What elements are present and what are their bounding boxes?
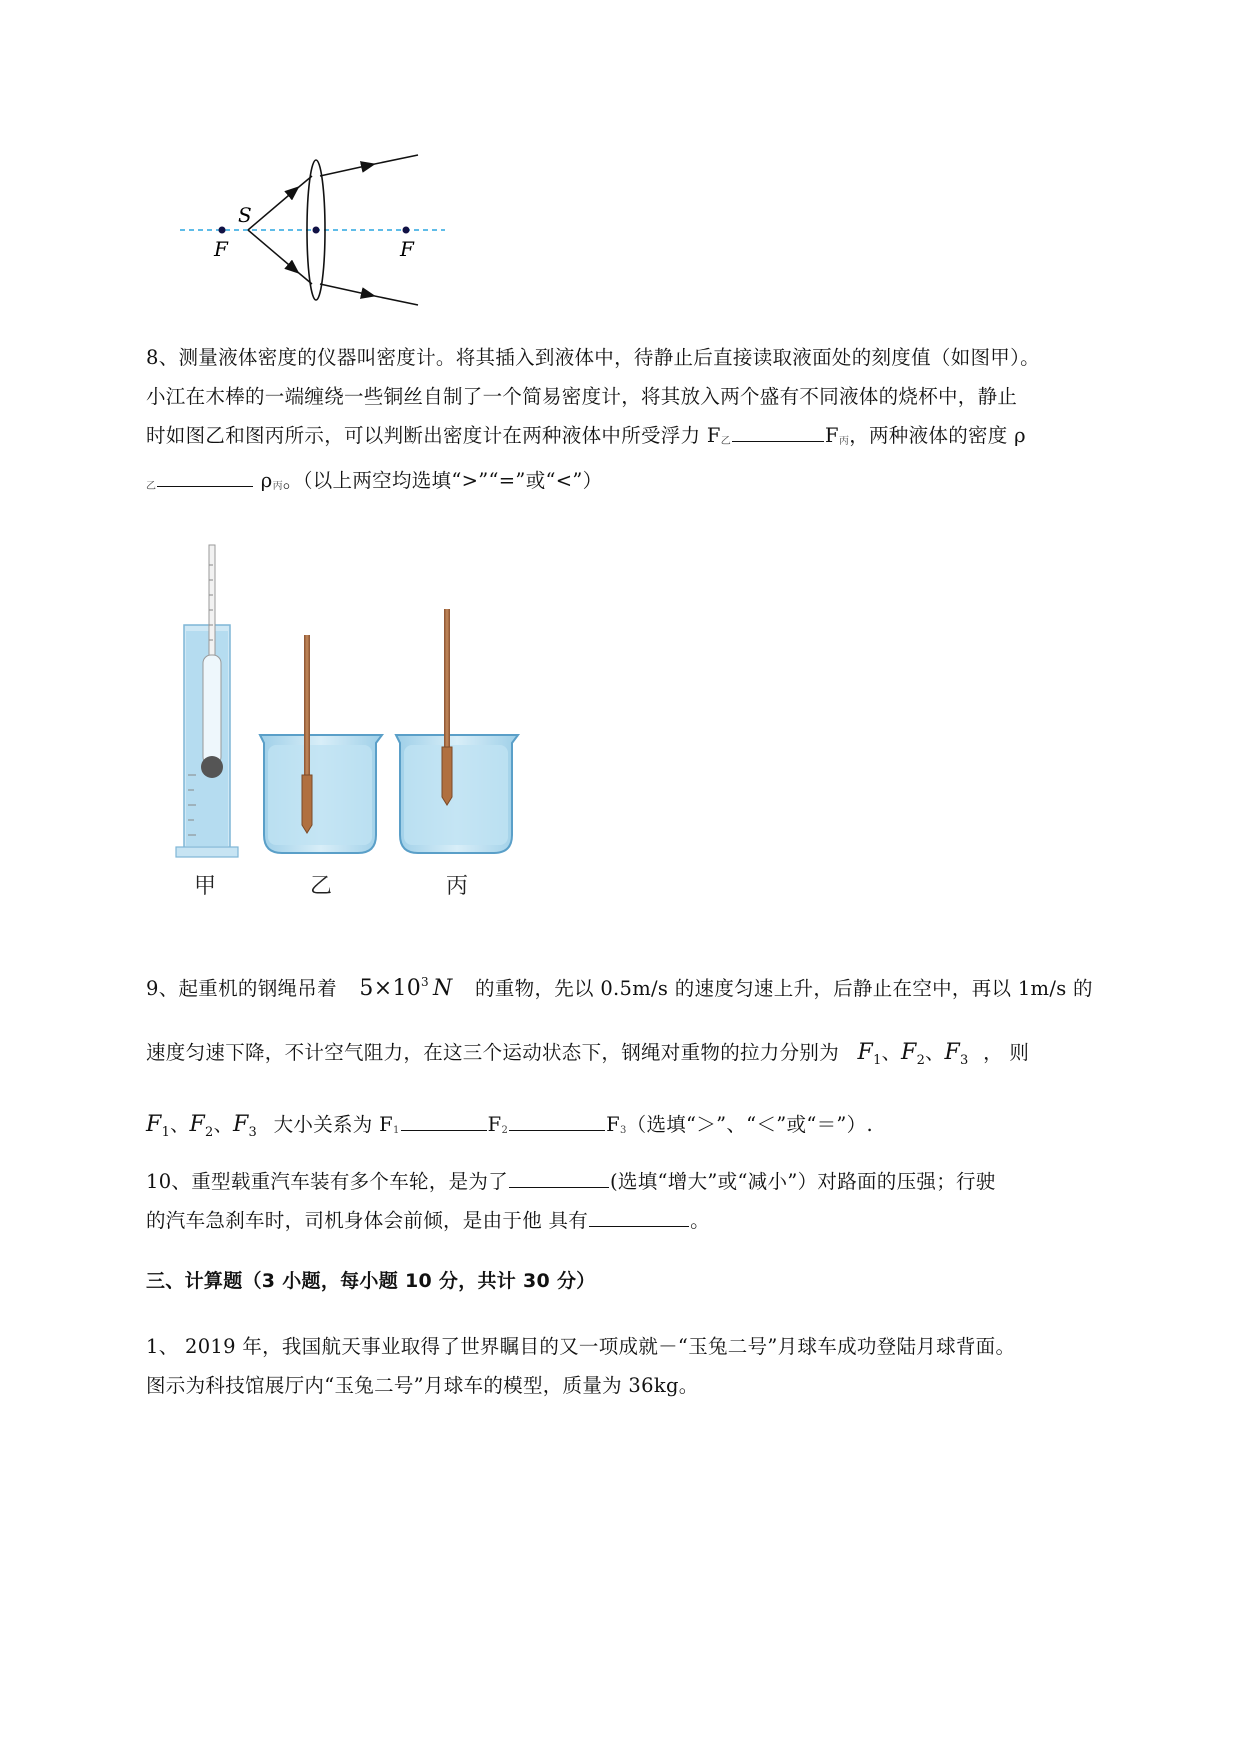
q8-text-c: ，两种液体的密度 ρ (849, 424, 1026, 447)
beaker-bing (396, 609, 518, 853)
ray-upper-refracted-b (365, 155, 418, 166)
q10-blank-2[interactable] (589, 1208, 689, 1227)
q8-sub-bing: 丙 (838, 436, 850, 447)
lens-diagram (170, 150, 470, 310)
q8-line3 (146, 416, 1146, 461)
q9-text-e: 大小关系为 F (273, 1113, 393, 1136)
ray-upper-incident (248, 190, 295, 230)
question-8 (146, 338, 1146, 506)
q10-blank-1[interactable] (509, 1169, 609, 1188)
question-10 (146, 1162, 1146, 1240)
q8-blank-2[interactable] (157, 468, 253, 487)
calc-question-1 (146, 1327, 1146, 1405)
q9-text-g: F (606, 1113, 620, 1136)
q9-line3 (146, 1093, 1146, 1165)
label-f-right: F (400, 237, 414, 261)
q9-sub-2: 2 (501, 1125, 509, 1136)
q10-text-b: (选填“增大”或“减小”）对路面的压强；行驶 (610, 1170, 996, 1193)
q9-blank-2[interactable] (509, 1112, 605, 1131)
ray-lower-refracted-b (365, 294, 418, 305)
q9-text-f: F (487, 1113, 502, 1136)
q10-line1 (146, 1162, 1146, 1201)
hydrometer-figure (170, 535, 540, 905)
section-3-title: 三、计算题（3 小题，每小题 10 分，共计 30 分） (146, 1270, 596, 1292)
q9-line2 (146, 1021, 1146, 1093)
question-9 (146, 950, 1146, 1165)
q10-text-c: 的汽车急刹车时，司机身体会前倾，是由于他 具有 (146, 1209, 589, 1232)
graduated-cylinder (176, 545, 238, 857)
q8-line1: 8、测量液体密度的仪器叫密度计。将其插入到液体中，待静止后直接读取液面处的刻度值（如图甲）。 (146, 346, 1040, 369)
label-f-left: F (214, 237, 228, 261)
q8-text-e: 。（以上两空均选填“>”“=”或“<”） (282, 469, 603, 492)
q8-blank-1[interactable] (732, 423, 824, 442)
q8-text-a: 时如图乙和图丙所示，可以判断出密度计在两种液体中所受浮力 F (146, 424, 721, 447)
q8-line4 (146, 461, 1146, 506)
q9-text-h: （选填“＞”、“＜”或“＝”）. (626, 1113, 873, 1136)
c1-line1: 1、 2019 年，我国航天事业取得了世界瞩目的又一项成就－“玉兔二号”月球车成功登陆月球背面。 (146, 1335, 1016, 1358)
q8-sub-yi-2: 乙 (146, 481, 157, 492)
q9-text-b: 的重物，先以 0.5m/s 的速度匀速上升，后静止在空中，再以 1m/s 的 (475, 977, 1093, 1000)
q10-text-d: 。 (690, 1209, 710, 1232)
c1-line2: 图示为科技馆展厅内“玉兔二号”月球车的模型，质量为 36kg。 (146, 1374, 699, 1397)
q8-sub-bing-2: 丙 (272, 481, 283, 492)
q9-text-a: 9、起重机的钢绳吊着 (146, 977, 337, 1000)
q8-sub-yi: 乙 (720, 436, 732, 447)
q9-text-c: 速度匀速下降，不计空气阻力，在这三个运动状态下，钢绳对重物的拉力分别为 (146, 1041, 840, 1064)
lens-center-dot (313, 227, 320, 234)
q9-sub-1: 1 (392, 1125, 400, 1136)
q8-text-d: ρ (254, 469, 273, 492)
label-s: S (238, 203, 252, 227)
q8-line2: 小江在木棒的一端缠绕一些铜丝自制了一个简易密度计，将其放入两个盛有不同液体的烧杯中，静止 (146, 385, 1018, 408)
ray-upper-refracted (320, 165, 370, 176)
q8-text-b: F (825, 424, 839, 447)
q9-line1 (146, 950, 1146, 1021)
q10-text-a: 10、重型载重汽车装有多个车轮，是为了 (146, 1170, 509, 1193)
q9-text-d: ， 则 (983, 1041, 1030, 1064)
q9-blank-1[interactable] (401, 1112, 487, 1131)
ray-lower-incident (248, 230, 295, 270)
caption-bing: 丙 (446, 874, 469, 899)
focus-right-dot (403, 227, 410, 234)
q9-sub-3: 3 (619, 1125, 627, 1136)
q9-forces-math-2: $F_1$、$F_2$、$F_3$ (146, 1112, 258, 1140)
q9-forces-math-1: $F_1$、$F_2$、$F_3$ (857, 1040, 969, 1068)
ray-lower-refracted (320, 284, 370, 295)
q10-line2 (146, 1201, 1146, 1240)
beaker-yi (260, 635, 382, 853)
q9-weight-math: $5\times 10^3$ N (359, 975, 453, 1001)
focus-left-dot (219, 227, 226, 234)
caption-jia: 甲 (194, 874, 217, 899)
caption-yi: 乙 (310, 874, 333, 899)
